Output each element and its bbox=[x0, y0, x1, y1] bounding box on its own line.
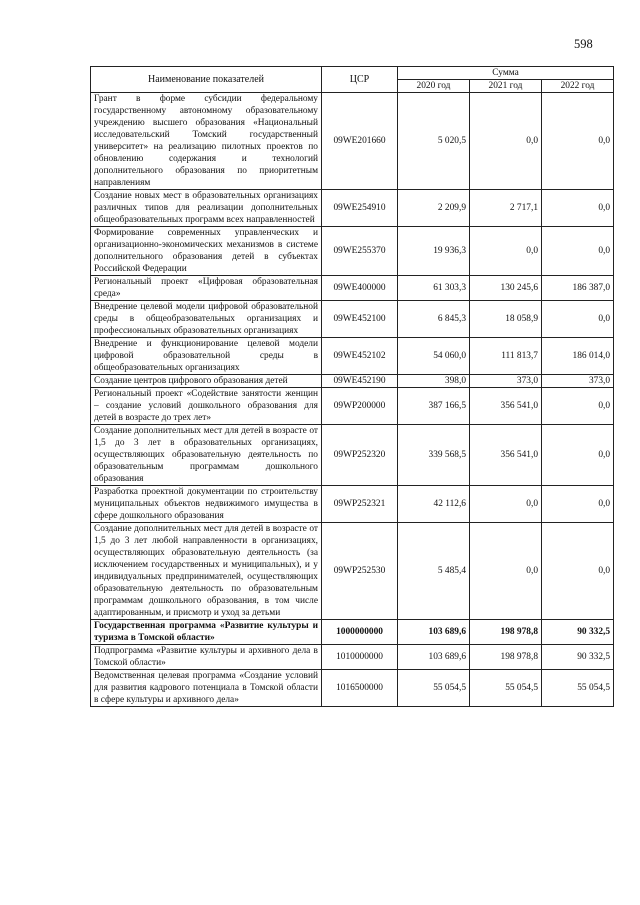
row-name: Создание новых мест в образовательных организациях различных типов для реализации дополнительных общеобразовательных программ всех направленностей bbox=[91, 190, 322, 227]
row-name: Разработка проектной документации по строительству муниципальных объектов недвижимого имущества в сфере дошкольного образования bbox=[91, 486, 322, 523]
table-row bbox=[91, 388, 614, 425]
row-value-2020: 54 060,0 bbox=[398, 338, 470, 375]
row-value-2021: 18 058,9 bbox=[470, 301, 542, 338]
table-row bbox=[91, 190, 614, 227]
row-name: Формирование современных управленческих и организационно-экономических механизмов в системе дополнительного образования детей в субъектах Российской Федерации bbox=[91, 227, 322, 276]
row-value-2020: 19 936,3 bbox=[398, 227, 470, 276]
row-value-2022: 0,0 bbox=[542, 301, 614, 338]
row-code: 09WE452100 bbox=[322, 301, 398, 338]
table-row bbox=[91, 93, 614, 190]
row-value-2020: 61 303,3 bbox=[398, 276, 470, 301]
row-value-2021: 130 245,6 bbox=[470, 276, 542, 301]
header-code: ЦСР bbox=[322, 67, 398, 93]
row-code: 09WE452102 bbox=[322, 338, 398, 375]
row-value-2021: 373,0 bbox=[470, 375, 542, 388]
header-year-2021: 2021 год bbox=[470, 80, 542, 93]
row-code: 09WP200000 bbox=[322, 388, 398, 425]
row-value-2022: 0,0 bbox=[542, 388, 614, 425]
row-value-2022: 0,0 bbox=[542, 227, 614, 276]
row-value-2020: 5 020,5 bbox=[398, 93, 470, 190]
row-name: Региональный проект «Содействие занятости женщин – создание условий дошкольного образования для детей в возрасте до трех лет» bbox=[91, 388, 322, 425]
row-value-2022: 0,0 bbox=[542, 93, 614, 190]
row-value-2020: 398,0 bbox=[398, 375, 470, 388]
table-row bbox=[91, 523, 614, 620]
row-value-2022: 186 014,0 bbox=[542, 338, 614, 375]
table-row bbox=[91, 620, 614, 645]
row-value-2022: 0,0 bbox=[542, 486, 614, 523]
header-year-2020: 2020 год bbox=[398, 80, 470, 93]
row-name: Подпрограмма «Развитие культуры и архивного дела в Томской области» bbox=[91, 645, 322, 670]
table-row bbox=[91, 425, 614, 486]
row-name: Создание центров цифрового образования детей bbox=[91, 375, 322, 388]
row-name: Государственная программа «Развитие культуры и туризма в Томской области» bbox=[91, 620, 322, 645]
table-row bbox=[91, 645, 614, 670]
row-code: 1010000000 bbox=[322, 645, 398, 670]
row-code: 09WP252320 bbox=[322, 425, 398, 486]
row-value-2021: 198 978,8 bbox=[470, 620, 542, 645]
row-value-2020: 339 568,5 bbox=[398, 425, 470, 486]
table-row bbox=[91, 375, 614, 388]
row-value-2020: 103 689,6 bbox=[398, 620, 470, 645]
row-code: 09WE452190 bbox=[322, 375, 398, 388]
row-code: 09WP252530 bbox=[322, 523, 398, 620]
row-value-2021: 111 813,7 bbox=[470, 338, 542, 375]
row-value-2021: 2 717,1 bbox=[470, 190, 542, 227]
table-row bbox=[91, 227, 614, 276]
row-code: 1016500000 bbox=[322, 670, 398, 707]
row-code: 09WP252321 bbox=[322, 486, 398, 523]
row-name: Внедрение целевой модели цифровой образовательной среды в общеобразовательных организациях и профессиональных образовательных организациях bbox=[91, 301, 322, 338]
row-value-2022: 186 387,0 bbox=[542, 276, 614, 301]
row-value-2022: 0,0 bbox=[542, 190, 614, 227]
table-row bbox=[91, 338, 614, 375]
table-row bbox=[91, 301, 614, 338]
row-name: Внедрение и функционирование целевой модели цифровой образовательной среды в общеобразовательных организациях bbox=[91, 338, 322, 375]
row-value-2022: 90 332,5 bbox=[542, 645, 614, 670]
row-value-2021: 356 541,0 bbox=[470, 388, 542, 425]
row-value-2021: 0,0 bbox=[470, 523, 542, 620]
row-code: 09WE255370 bbox=[322, 227, 398, 276]
row-value-2021: 356 541,0 bbox=[470, 425, 542, 486]
budget-table bbox=[90, 66, 614, 707]
header-sum: Сумма bbox=[398, 67, 614, 80]
row-value-2022: 0,0 bbox=[542, 425, 614, 486]
row-value-2021: 198 978,8 bbox=[470, 645, 542, 670]
header-year-2022: 2022 год bbox=[542, 80, 614, 93]
row-value-2020: 5 485,4 bbox=[398, 523, 470, 620]
row-value-2020: 6 845,3 bbox=[398, 301, 470, 338]
row-value-2021: 0,0 bbox=[470, 93, 542, 190]
page-number: 598 bbox=[574, 37, 593, 51]
row-code: 09WE201660 bbox=[322, 93, 398, 190]
row-value-2020: 387 166,5 bbox=[398, 388, 470, 425]
row-code: 09WE400000 bbox=[322, 276, 398, 301]
row-name: Ведомственная целевая программа «Создание условий для развития кадрового потенциала в Томской области в сфере культуры и архивного дела» bbox=[91, 670, 322, 707]
row-value-2022: 90 332,5 bbox=[542, 620, 614, 645]
row-name: Грант в форме субсидии федеральному государственному автономному образовательному учреждению высшего образования «Национальный исследовательский Томский государственный университет» на реализацию пилотных проектов по обновлению содержания и технологий дополнительного образования по приоритетным направлениям bbox=[91, 93, 322, 190]
header-name: Наименование показателей bbox=[91, 67, 322, 93]
row-code: 09WE254910 bbox=[322, 190, 398, 227]
table-row bbox=[91, 670, 614, 707]
row-code: 1000000000 bbox=[322, 620, 398, 645]
row-name: Создание дополнительных мест для детей в возрасте от 1,5 до 3 лет в образовательных организациях, осуществляющих образовательную деятельность по образовательным программам дошкольного образования bbox=[91, 425, 322, 486]
row-value-2022: 373,0 bbox=[542, 375, 614, 388]
row-value-2020: 42 112,6 bbox=[398, 486, 470, 523]
row-name: Создание дополнительных мест для детей в возрасте от 1,5 до 3 лет любой направленности в организациях, осуществляющих образовательную деятельность (за исключением государственных и муниципальных), и у индивидуальных предпринимателей, осуществляющих образовательную деятельность по образовательным программам дошкольного образования, в том числе адаптированным, и присмотр и уход за детьми bbox=[91, 523, 322, 620]
row-name: Региональный проект «Цифровая образовательная среда» bbox=[91, 276, 322, 301]
row-value-2022: 0,0 bbox=[542, 523, 614, 620]
row-value-2021: 55 054,5 bbox=[470, 670, 542, 707]
row-value-2021: 0,0 bbox=[470, 486, 542, 523]
row-value-2021: 0,0 bbox=[470, 227, 542, 276]
row-value-2022: 55 054,5 bbox=[542, 670, 614, 707]
table-row bbox=[91, 276, 614, 301]
table-row bbox=[91, 486, 614, 523]
row-value-2020: 2 209,9 bbox=[398, 190, 470, 227]
row-value-2020: 103 689,6 bbox=[398, 645, 470, 670]
row-value-2020: 55 054,5 bbox=[398, 670, 470, 707]
